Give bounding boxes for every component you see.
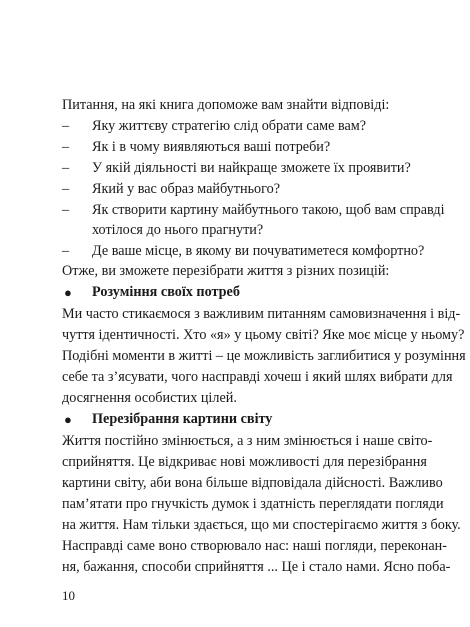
paragraph-line: Ми часто стикаємося з важливим питанням самовизначення і від-	[62, 306, 461, 322]
dash-marker: –	[62, 160, 70, 176]
paragraph-line: чуття ідентичності. Хто «я» у цьому світі? Яке моє місце у ньому?	[62, 327, 465, 343]
page-number: 10	[62, 588, 75, 603]
paragraph-line: на життя. Нам тільки здається, що ми спостерігаємо життя з боку.	[62, 517, 461, 533]
paragraph-line: Насправді саме воно створювало нас: наші погляди, переконан-	[62, 538, 447, 554]
transition-line: Отже, ви зможете перезібрати життя з різних позицій:	[62, 263, 390, 279]
question-item: Де ваше місце, в якому ви почуватиметеся комфортно?	[92, 243, 425, 259]
section-heading: Розуміння своїх потреб	[92, 284, 240, 300]
question-item: Як і в чому виявляються ваші потреби?	[92, 139, 331, 155]
bullet-icon: ●	[64, 285, 72, 300]
paragraph-line: картини світу, аби вона більше відповідала дійсності. Важливо	[62, 475, 443, 491]
dash-marker: –	[62, 243, 70, 259]
paragraph-line: Життя постійно змінюється, а з ним змінюється і наше світо-	[62, 433, 433, 449]
dash-marker: –	[62, 181, 70, 197]
paragraph-line: досягнення особистих цілей.	[62, 390, 237, 406]
paragraph-line: ня, бажання, способи сприйняття ... Це і стало нами. Ясно поба-	[62, 559, 451, 575]
question-item: Який у вас образ майбутнього?	[92, 181, 280, 197]
question-item-continuation: хотілося до нього прагнути?	[92, 222, 264, 238]
dash-marker: –	[62, 118, 70, 134]
dash-marker: –	[62, 202, 70, 218]
paragraph-line: себе та з’ясувати, чого насправді хочеш і який шлях вибрати для	[62, 369, 453, 385]
question-item: Як створити картину майбутнього такою, щоб вам справді	[92, 202, 445, 218]
paragraph-line: пам’ятати про гнучкість думок і здатність переглядати погляди	[62, 496, 444, 512]
intro-line: Питання, на які книга допоможе вам знайти відповіді:	[62, 97, 390, 113]
question-item: Яку життєву стратегію слід обрати саме вам?	[92, 118, 367, 134]
paragraph-line: сприйняття. Це відкриває нові можливості для перезібрання	[62, 454, 427, 470]
paragraph-line: Подібні моменти в житті – це можливість заглибитися у розуміння	[62, 348, 466, 364]
dash-marker: –	[62, 139, 70, 155]
question-item: У якій діяльності ви найкраще зможете їх проявити?	[92, 160, 411, 176]
section-heading: Перезібрання картини світу	[92, 411, 273, 427]
bullet-icon: ●	[64, 412, 72, 427]
